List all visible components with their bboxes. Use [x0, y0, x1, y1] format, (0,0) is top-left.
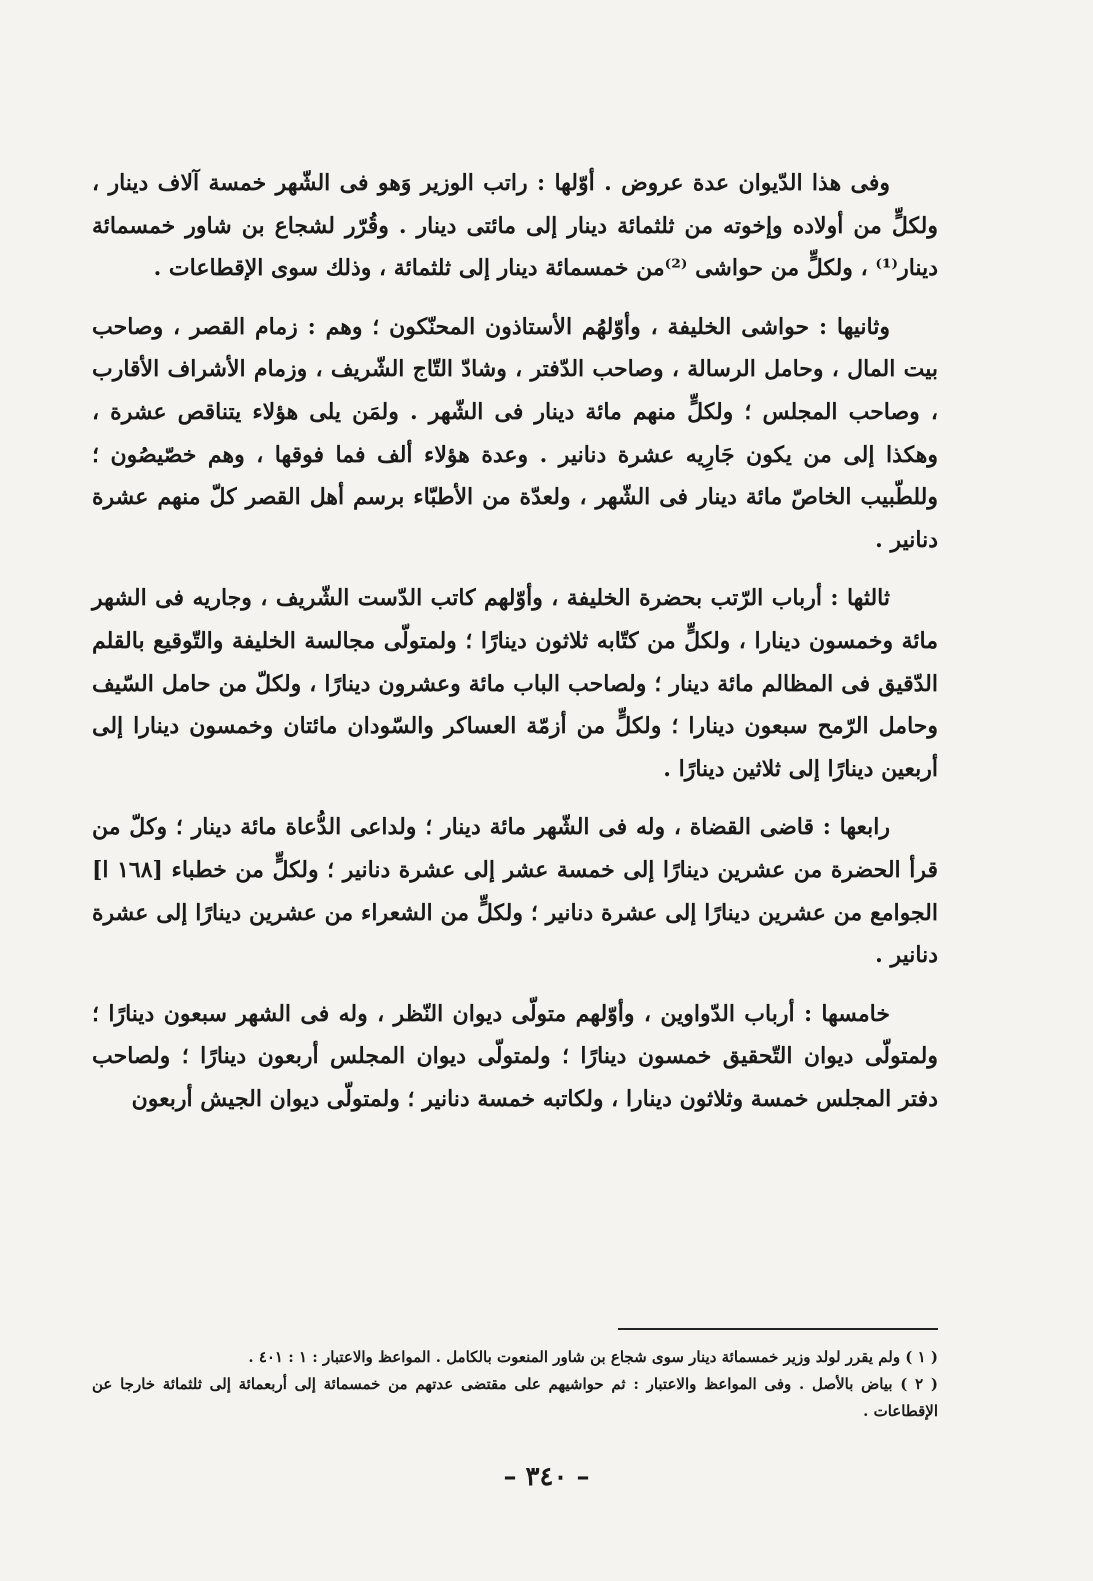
paragraph-3: ثالثها : أرباب الرّتب بحضرة الخليفة ، وأوّلهم كاتب الدّست الشّريف ، وجاريه فى الشهر مائة وخمسون دينارا ، ولكلٍّ من كتّابه ثلاثون دينارًا ؛ ولمتولّى مجالسة الخليفة والتّوقيع بالقلم الدّقيق فى المظالم مائة دينار ؛ ولصاحب الباب مائة وعشرون دينارًا ، ولكلّ من حامل السّيف وحامل الرّمح سبعون دينارا ؛ ولكلٍّ من أزمّة العساكر والسّودان مائتان وخمسون دينارا إلى أربعين دينارًا إلى ثلاثين دينارًا . [92, 585, 939, 782]
paragraph-2: وثانيها : حواشى الخليفة ، وأوّلهُم الأستاذون المحنّكون ؛ وهم : زمام القصر ، وصاحب بيت المال ، وحامل الرسالة ، وصاحب الدّفتر ، وشادّ التّاج الشّريف ، وزمام الأشراف الأقارب ، وصاحب المجلس ؛ ولكلٍّ منهم مائة دينار فى الشّهر . ولمَن يلى هؤلاء يتناقص عشرة ، وهكذا إلى من يكون جَارِيه عشرة دنانير . وعدة هؤلاء ألف فما فوقها ، وهم خصّيصُون ؛ وللطّبيب الخاصّ مائة دينار فى الشّهر ، ولعدّة من الأطبّاء برسم أهل القصر كلّ منهم عشرة دنانير . [92, 313, 938, 553]
footnote-divider [618, 1328, 938, 1330]
page-number: – ٣٤٠ – [503, 1462, 590, 1492]
paragraph-5: خامسها : أرباب الدّواوين ، وأوّلهم متولّى ديوان النّظر ، وله فى الشهر سبعون دينارًا ؛ ولمتولّى ديوان التّحقيق خمسون دينارًا ؛ ولمتولّى ديوان المجلس أربعون دينارًا ؛ ولصاحب دفتر المجلس خمسة وثلاثون دينارا ، ولكاتبه خمسة دنانير ؛ ولمتولّى ديوان الجيش أربعون [92, 1000, 938, 1112]
footnote-1: ( ١ ) ولم يقرر لولد وزير خمسمائة دينار سوى شجاع بن شاور المنعوت بالكامل . المواعظ والاعتبار : ١ : ٤٠١ . [248, 1348, 938, 1366]
paragraph-1: وفى هذا الدّيوان عدة عروض . أوّلها : راتب الوزير وَهو فى الشّهر خمسة آلاف دينار ، ولكلٍّ من أولاده وإخوته من ثلثمائة دينار إلى مائتى دينار . وقُرّر لشجاع بن شاور خمسمائة دينار⁽¹⁾ ، ولكلٍّ من حواشى ⁽²⁾من خمسمائة دينار إلى ثلثمائة ، وذلك سوى الإقطاعات . [92, 170, 938, 282]
footnotes [92, 1344, 938, 1425]
footnote-2: ( ٢ ) بياض بالأصل . وفى المواعظ والاعتبار : ثم حواشيهم على مقتضى عدتهم من خمسمائة إلى أربعمائة إلى ثلثمائة خارجا عن الإقطاعات . [92, 1375, 938, 1420]
main-text [92, 162, 938, 1136]
paragraph-4: رابعها : قاضى القضاة ، وله فى الشّهر مائة دينار ؛ ولداعى الدُّعاة مائة دينار ؛ وكلّ من قرأ الحضرة من عشرين دينارًا إلى خمسة عشر إلى عشرة دنانير ؛ ولكلٍّ من خطباء [١٦٨ ا] الجوامع من عشرين دينارًا إلى عشرة دنانير ؛ ولكلٍّ من الشعراء من عشرين دينارًا إلى عشرة دنانير . [92, 814, 938, 969]
